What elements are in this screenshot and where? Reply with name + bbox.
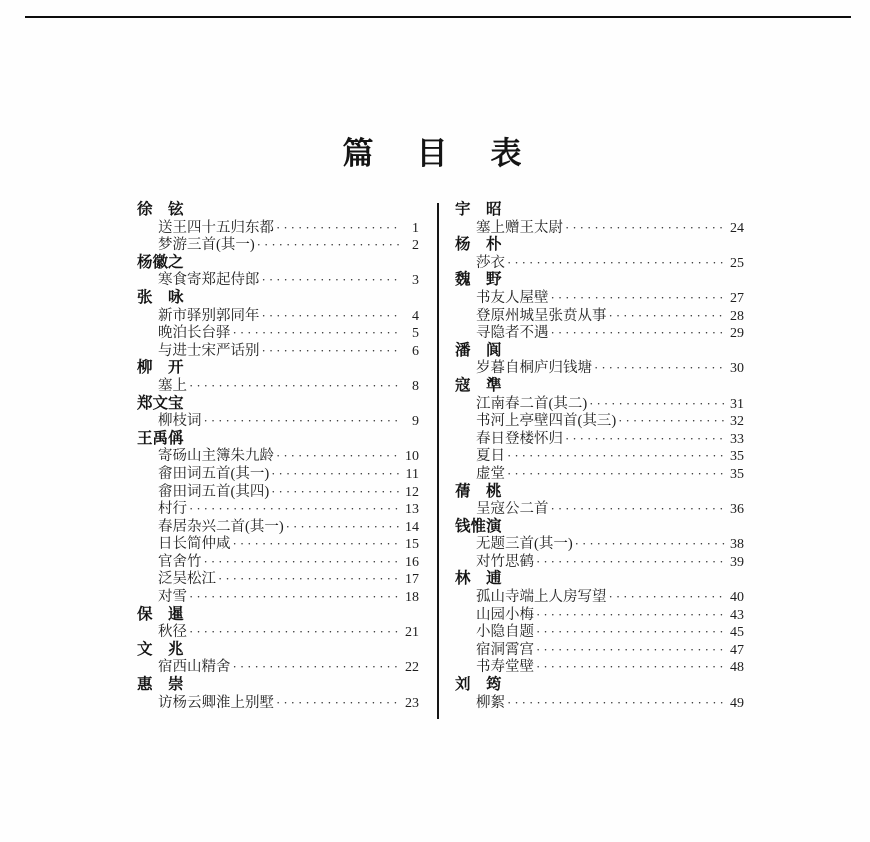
dot-leader — [274, 447, 402, 466]
author-name: 潘 阆 — [455, 341, 502, 359]
entry-page-number: 38 — [730, 537, 744, 553]
entry-title: 书河上亭壁四首(其三) — [476, 413, 617, 430]
toc-entry — [455, 430, 744, 448]
toc-entry — [455, 447, 744, 465]
dot-leader — [534, 553, 727, 572]
entry-page-number: 47 — [730, 642, 744, 658]
entry-page-number: 11 — [405, 466, 419, 482]
author-name: 王禹偁 — [137, 429, 184, 447]
dot-leader — [505, 694, 727, 713]
toc-entry — [455, 395, 744, 413]
entry-page-number: 17 — [405, 572, 419, 588]
dot-leader — [505, 254, 727, 273]
entry-page-number: 32 — [730, 414, 744, 430]
dot-leader — [260, 271, 403, 290]
entry-page-number: 40 — [730, 590, 744, 606]
entry-page-number: 22 — [405, 660, 419, 676]
toc-entry — [137, 236, 419, 254]
dot-leader — [592, 359, 727, 378]
toc-entry — [137, 412, 419, 430]
entry-page-number: 1 — [412, 220, 419, 236]
entry-title: 柳枝词 — [158, 413, 202, 430]
dot-leader — [202, 412, 403, 431]
entry-page-number: 33 — [730, 431, 744, 447]
entry-page-number: 4 — [412, 308, 419, 324]
toc-entry — [455, 219, 744, 237]
dot-leader — [231, 658, 403, 677]
entry-page-number: 45 — [730, 625, 744, 641]
entry-title: 村行 — [158, 501, 187, 518]
toc-column-left — [137, 201, 419, 711]
toc-entry — [455, 606, 744, 624]
toc-entry — [137, 694, 419, 712]
dot-leader — [202, 553, 403, 572]
dot-leader — [616, 412, 727, 431]
author-name: 蒨 桃 — [455, 482, 502, 500]
entry-page-number: 35 — [730, 466, 744, 482]
dot-leader — [549, 500, 728, 519]
toc-entry — [455, 254, 744, 272]
toc-entry — [137, 570, 419, 588]
toc-entry — [455, 641, 744, 659]
dot-leader — [534, 606, 727, 625]
author-name: 文 兆 — [137, 640, 184, 658]
dot-leader — [187, 377, 402, 396]
dot-leader — [216, 570, 402, 589]
dot-leader — [269, 483, 402, 502]
entry-title: 虚堂 — [476, 465, 505, 482]
entry-title: 秋径 — [158, 624, 187, 641]
entry-title: 寄砀山主簿朱九龄 — [158, 448, 274, 465]
entry-page-number: 6 — [412, 343, 419, 359]
dot-leader — [187, 623, 402, 642]
entry-title: 新市驿别郭同年 — [158, 307, 260, 324]
entry-title: 山园小梅 — [476, 606, 534, 623]
entry-page-number: 24 — [730, 220, 744, 236]
entry-page-number: 16 — [405, 554, 419, 570]
author-name: 寇 準 — [455, 376, 502, 394]
toc-entry — [455, 465, 744, 483]
entry-title: 泛吴松江 — [158, 571, 216, 588]
entry-title: 官舍竹 — [158, 553, 202, 570]
entry-title: 夏日 — [476, 448, 505, 465]
entry-page-number: 14 — [405, 519, 419, 535]
entry-page-number: 15 — [405, 537, 419, 553]
toc-entry — [137, 623, 419, 641]
entry-title: 晚泊长台驿 — [158, 325, 231, 342]
entry-title: 宿西山精舍 — [158, 659, 231, 676]
entry-title: 春居杂兴二首(其一) — [158, 518, 284, 535]
dot-leader — [534, 623, 727, 642]
entry-page-number: 49 — [730, 695, 744, 711]
toc-entry — [137, 535, 419, 553]
toc-entry — [137, 465, 419, 483]
dot-leader — [534, 658, 727, 677]
entry-title: 对竹思鹤 — [476, 553, 534, 570]
toc-entry — [455, 588, 744, 606]
toc-entry — [137, 518, 419, 536]
author-name: 张 咏 — [137, 288, 184, 306]
dot-leader — [534, 641, 727, 660]
author-name: 惠 崇 — [137, 676, 184, 694]
dot-leader — [563, 219, 727, 238]
toc-entry — [137, 342, 419, 360]
entry-page-number: 2 — [412, 238, 419, 254]
entry-page-number: 23 — [405, 695, 419, 711]
toc-entry — [455, 535, 744, 553]
author-name: 郑文宝 — [137, 394, 184, 412]
toc-entry — [137, 271, 419, 289]
entry-title: 日长简仲咸 — [158, 536, 231, 553]
dot-leader — [284, 518, 402, 537]
author-name: 林 逋 — [455, 570, 502, 588]
entry-page-number: 21 — [405, 625, 419, 641]
toc-entry — [137, 377, 419, 395]
toc-entry — [137, 483, 419, 501]
entry-title: 畲田词五首(其一) — [158, 465, 270, 482]
entry-page-number: 3 — [412, 273, 419, 289]
entry-page-number: 29 — [730, 326, 744, 342]
author-name: 宇 昭 — [455, 201, 502, 218]
toc-entry — [455, 553, 744, 571]
dot-leader — [505, 465, 727, 484]
entry-title: 柳絮 — [476, 694, 505, 711]
entry-page-number: 12 — [405, 484, 419, 500]
entry-page-number: 35 — [730, 449, 744, 465]
entry-title: 莎衣 — [476, 254, 505, 271]
entry-title: 书寿堂壁 — [476, 659, 534, 676]
entry-title: 宿洞霄宫 — [476, 641, 534, 658]
dot-leader — [260, 307, 403, 326]
dot-leader — [231, 324, 403, 343]
entry-title: 无题三首(其一) — [476, 536, 573, 553]
entry-title: 塞上赠王太尉 — [476, 219, 563, 236]
entry-page-number: 27 — [730, 290, 744, 306]
entry-title: 小隐自题 — [476, 624, 534, 641]
toc-entry — [137, 588, 419, 606]
entry-title: 访杨云卿淮上别墅 — [158, 694, 274, 711]
toc-entry — [137, 447, 419, 465]
author-name: 刘 筠 — [455, 676, 502, 694]
toc-entry — [137, 324, 419, 342]
entry-title: 对雪 — [158, 589, 187, 606]
dot-leader — [573, 535, 727, 554]
dot-leader — [274, 694, 402, 713]
dot-leader — [549, 289, 728, 308]
entry-page-number: 9 — [412, 414, 419, 430]
toc-content — [0, 201, 870, 721]
toc-entry — [137, 500, 419, 518]
dot-leader — [563, 430, 727, 449]
author-name: 柳 开 — [137, 359, 184, 377]
toc-entry — [455, 359, 744, 377]
toc-entry — [455, 694, 744, 712]
toc-entry — [455, 623, 744, 641]
toc-entry — [455, 412, 744, 430]
dot-leader — [587, 395, 727, 414]
entry-title: 与进士宋严话别 — [158, 342, 260, 359]
entry-title: 送王四十五归东都 — [158, 219, 274, 236]
dot-leader — [187, 500, 402, 519]
author-name: 徐 铉 — [137, 201, 184, 218]
entry-page-number: 8 — [412, 378, 419, 394]
toc-entry — [455, 324, 744, 342]
dot-leader — [269, 465, 402, 484]
entry-page-number: 30 — [730, 361, 744, 377]
entry-page-number: 25 — [730, 255, 744, 271]
entry-page-number: 13 — [405, 502, 419, 518]
entry-page-number: 28 — [730, 308, 744, 324]
column-divider-rule — [437, 203, 439, 719]
entry-title: 梦游三首(其一) — [158, 237, 255, 254]
page-title: 篇 目 表 — [342, 136, 528, 171]
toc-entry — [455, 658, 744, 676]
entry-title: 登原州城呈张贲从事 — [476, 307, 607, 324]
toc-entry — [455, 307, 744, 325]
toc-entry — [137, 219, 419, 237]
entry-page-number: 5 — [412, 326, 419, 342]
entry-title: 江南春二首(其二) — [476, 395, 588, 412]
entry-page-number: 39 — [730, 554, 744, 570]
entry-title: 寻隐者不遇 — [476, 325, 549, 342]
entry-title: 书友人屋壁 — [476, 289, 549, 306]
toc-entry — [455, 500, 744, 518]
author-name: 保 暹 — [137, 605, 184, 623]
entry-page-number: 36 — [730, 502, 744, 518]
toc-entry — [137, 553, 419, 571]
dot-leader — [607, 588, 728, 607]
toc-column-right — [455, 201, 744, 711]
scan-artifact-line — [25, 16, 851, 18]
dot-leader — [260, 342, 403, 361]
dot-leader — [255, 236, 402, 255]
entry-page-number: 43 — [730, 607, 744, 623]
toc-entry — [137, 307, 419, 325]
dot-leader — [607, 307, 728, 326]
entry-page-number: 31 — [730, 396, 744, 412]
author-name: 钱惟演 — [455, 517, 502, 535]
dot-leader — [231, 535, 403, 554]
dot-leader — [274, 219, 402, 238]
author-name: 杨徽之 — [137, 253, 184, 271]
entry-title: 畲田词五首(其四) — [158, 483, 270, 500]
entry-title: 寒食寄郑起侍郎 — [158, 272, 260, 289]
author-name: 杨 朴 — [455, 236, 502, 254]
entry-page-number: 18 — [405, 590, 419, 606]
dot-leader — [549, 324, 728, 343]
dot-leader — [187, 588, 402, 607]
author-name: 魏 野 — [455, 271, 502, 289]
entry-title: 呈寇公二首 — [476, 501, 549, 518]
dot-leader — [505, 447, 727, 466]
entry-title: 塞上 — [158, 377, 187, 394]
entry-page-number: 10 — [405, 449, 419, 465]
entry-title: 岁暮自桐庐归钱塘 — [476, 360, 592, 377]
toc-entry — [137, 658, 419, 676]
entry-title: 春日登楼怀归 — [476, 430, 563, 447]
entry-title: 孤山寺端上人房写望 — [476, 589, 607, 606]
entry-page-number: 48 — [730, 660, 744, 676]
toc-entry — [455, 289, 744, 307]
